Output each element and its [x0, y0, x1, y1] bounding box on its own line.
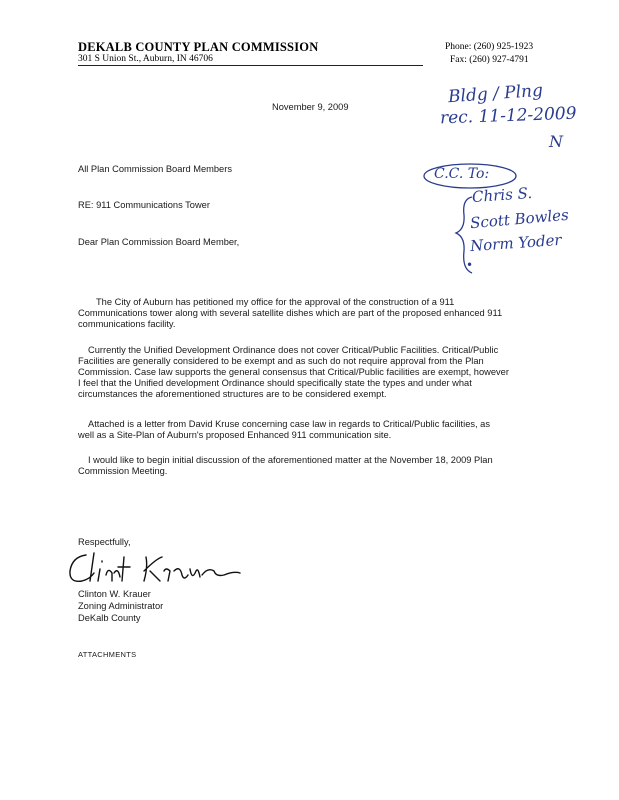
- handwritten-initial: N: [549, 132, 563, 151]
- paragraph-3: [78, 419, 538, 441]
- letterhead-fax: Fax: (260) 927-4791: [450, 55, 529, 65]
- letterhead-address: 301 S Union St., Auburn, IN 46706: [78, 54, 213, 64]
- paragraph-line: I feel that the Unified development Ordinance should specifically state the types and under what: [78, 378, 472, 388]
- paragraph-line: Facilities are generally considered to be exempt and as such do not require approval from the Plan: [78, 356, 484, 366]
- paragraph-line: Currently the Unified Development Ordinance does not cover Critical/Public Facilities. Critical/Public: [88, 345, 499, 355]
- paragraph-1: [78, 297, 538, 330]
- handwritten-cc-name-3: Norm Yoder: [469, 230, 563, 256]
- handwritten-bullet: •: [466, 258, 474, 272]
- letterhead-org: DEKALB COUNTY PLAN COMMISSION: [78, 40, 319, 54]
- paragraph-line: I would like to begin initial discussion of the aforementioned matter at the November 18, 2009 Plan: [88, 455, 493, 465]
- paragraph-4: [78, 455, 538, 477]
- signer-title: Zoning Administrator: [78, 601, 164, 611]
- paragraph-line: Communications tower along with several satellite dishes which are part of the proposed enhanced 911: [78, 308, 503, 318]
- closing: Respectfully,: [78, 537, 131, 547]
- handwritten-dept: Bldg / Plng: [447, 80, 544, 108]
- recipient: All Plan Commission Board Members: [78, 164, 232, 174]
- letterhead-phone: Phone: (260) 925-1923: [445, 42, 534, 52]
- paragraph-2: [78, 345, 538, 400]
- paragraph-line: The City of Auburn has petitioned my office for the approval of the construction of a 911: [96, 297, 455, 307]
- handwritten-received: rec. 11-12-2009: [439, 103, 577, 129]
- handwritten-cc-name-1: Chris S.: [471, 183, 533, 207]
- signer-name: Clinton W. Krauer: [78, 589, 151, 599]
- signature: [64, 547, 244, 589]
- handwritten-cc-name-2: Scott Bowles: [469, 205, 570, 233]
- attachments-label: ATTACHMENTS: [78, 650, 137, 659]
- letter-date: November 9, 2009: [272, 102, 349, 112]
- paragraph-line: Commission. Case law supports the general consensus that Critical/Public facilities are exempt, however: [78, 367, 509, 377]
- letterhead-rule: [78, 65, 423, 66]
- paragraph-line: circumstances the aforementioned structures are to be considered exempt.: [78, 389, 387, 399]
- paragraph-line: Attached is a letter from David Kruse concerning case law in regards to Critical/Public facilities, as: [88, 419, 491, 429]
- paragraph-line: Commission Meeting.: [78, 466, 168, 476]
- paragraph-line: communications facility.: [78, 319, 176, 329]
- salutation: Dear Plan Commission Board Member,: [78, 237, 240, 247]
- handwritten-cc: C.C. To:: [434, 166, 490, 182]
- re-line: RE: 911 Communications Tower: [78, 200, 210, 210]
- paragraph-line: well as a Site-Plan of Auburn's proposed Enhanced 911 communication site.: [78, 430, 392, 440]
- signer-county: DeKalb County: [78, 613, 141, 623]
